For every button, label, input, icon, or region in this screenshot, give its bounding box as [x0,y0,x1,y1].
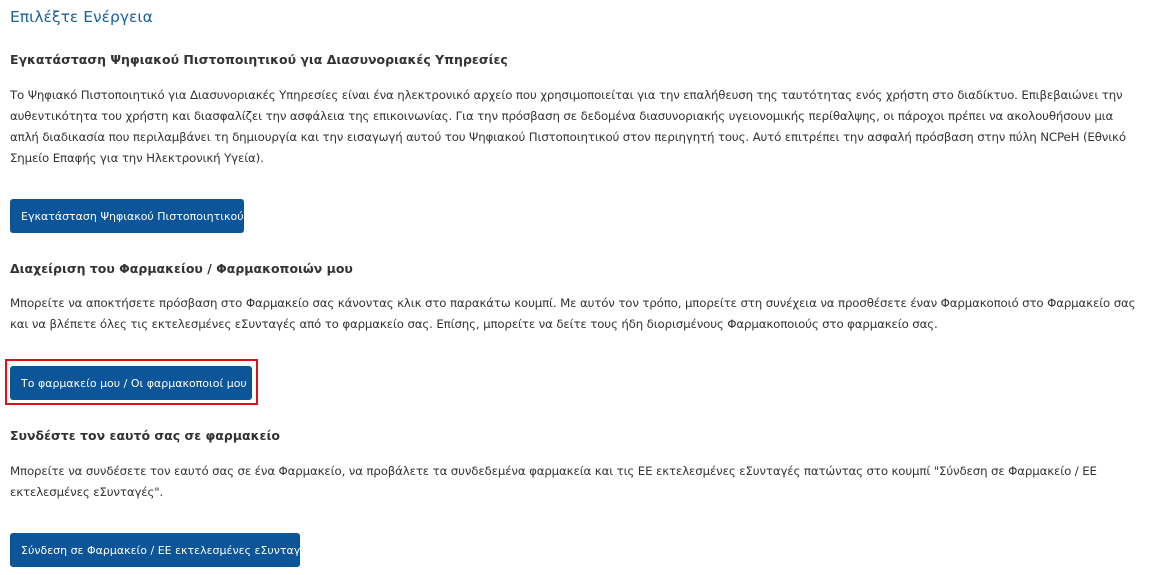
connect-pharmacy-description: Μπορείτε να συνδέσετε τον εαυτό σας σε ένα Φαρμακείο, να προβάλετε τα συνδεδεμένα φαρμακεία και τις ΕΕ εκτελεσμένες εΣυνταγές πατώντας στο κουμπί "Σύνδεση σε Φαρμακείο / ΕΕ εκτελεσμένες εΣυνταγές". [10,464,1097,499]
certificate-section-description: Το Ψηφιακό Πιστοποιητικό για Διασυνοριακές Υπηρεσίες είναι ένα ηλεκτρονικό αρχείο που χρησιμοποιείται για την επαλήθευση της ταυτότητας ενός χρήστη στο διαδίκτυο. Επιβεβαιώνει την αυθεντικότητα του χρήστη και διασφαλίζει την ασφάλεια της επικοινωνίας. Για την πρόσβαση σε δεδομένα διασυνοριακής υγειονομικής περίθαλψης, οι πάροχοι πρέπει να ακολουθήσουν μια απλή διαδικασία που περιλαμβάνει τη δημιουργία και την εισαγωγή αυτού του Ψηφιακού Πιστοποιητικού στον περιηγητή τους. Αυτό επιτρέπει την ασφαλή πρόσβαση στην πύλη NCPeH (Εθνικό Σημείο Επαφής για την Ηλεκτρονική Υγεία). [10,88,1126,165]
page-title: Επιλέξτε Ενέργεια [10,8,153,26]
install-certificate-button[interactable]: Εγκατάσταση Ψηφιακού Πιστοποιητικού [10,199,244,233]
my-pharmacy-button[interactable]: Το φαρμακείο μου / Οι φαρμακοποιοί μου [10,366,252,400]
connect-pharmacy-button[interactable]: Σύνδεση σε Φαρμακείο / ΕΕ εκτελεσμένες εΣυνταγές [10,533,300,567]
connect-pharmacy-heading: Συνδέστε τον εαυτό σας σε φαρμακείο [10,428,280,443]
certificate-section-heading: Εγκατάσταση Ψηφιακού Πιστοποιητικού για Διασυνοριακές Υπηρεσίες [10,52,508,67]
pharmacy-management-description: Μπορείτε να αποκτήσετε πρόσβαση στο Φαρμακείο σας κάνοντας κλικ στο παρακάτω κουμπί. Με αυτόν τον τρόπο, μπορείτε στη συνέχεια να προσθέσετε έναν Φαρμακοποιό στο Φαρμακείο σας και να βλέπετε όλες τις εκτελεσμένες εΣυνταγές από το φαρμακείο σας. Επίσης, μπορείτε να δείτε τους ήδη διορισμένους Φαρμακοποιούς στο φαρμακείο σας. [10,296,1136,331]
pharmacy-management-heading: Διαχείριση του Φαρμακείου / Φαρμακοποιών μου [10,261,353,276]
